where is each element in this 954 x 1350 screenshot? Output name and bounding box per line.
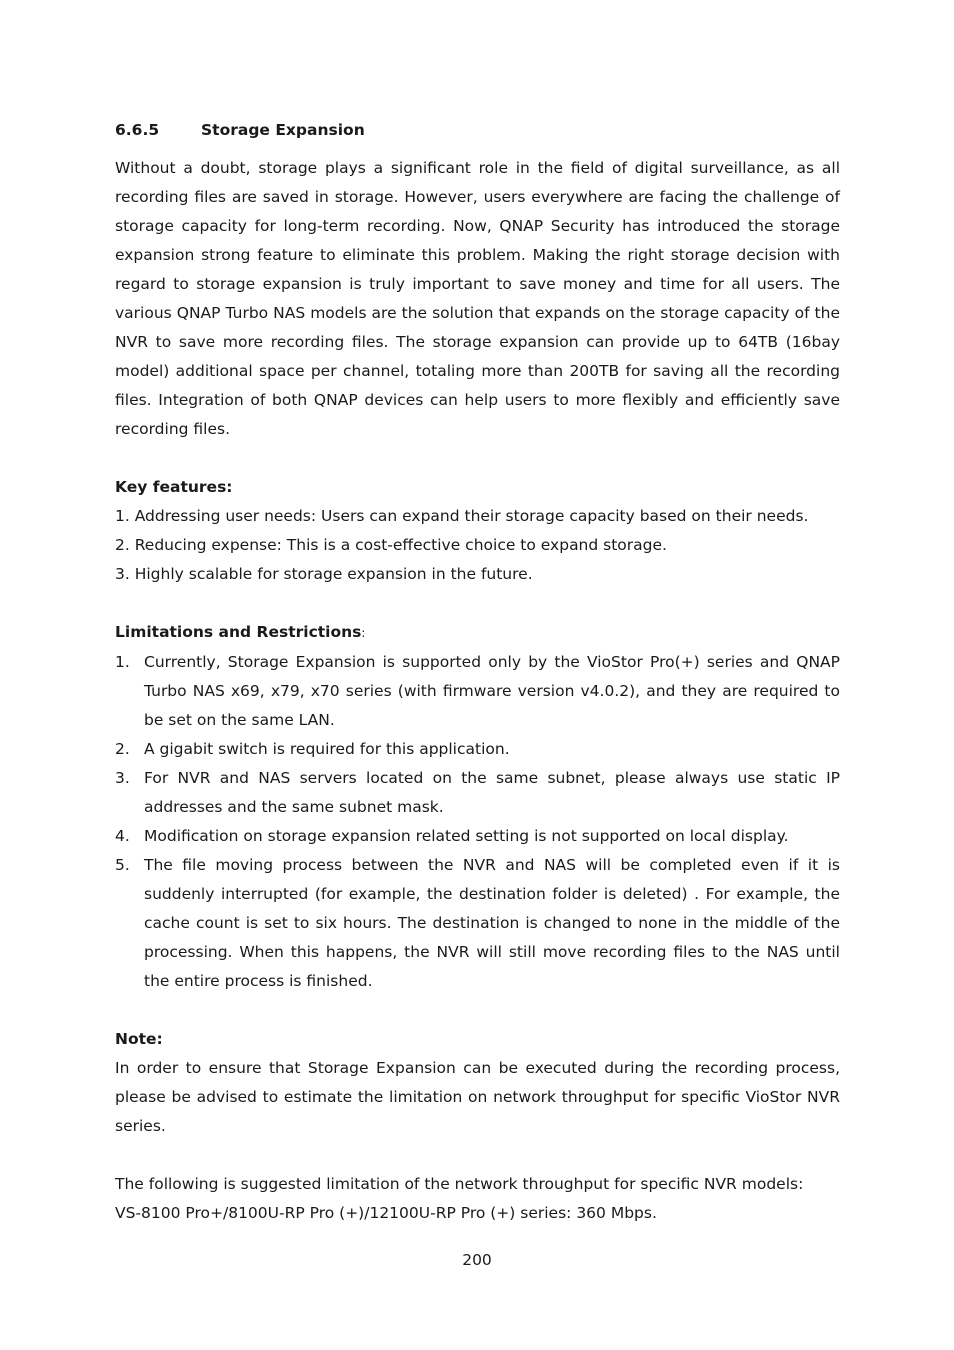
key-feature-item: 1. Addressing user needs: Users can expand their storage capacity based on their needs. [115,507,809,525]
section-heading [115,118,840,142]
section-number: 6.6.5 [115,121,160,139]
limitation-item: 2. A gigabit switch is required for this application. [115,740,510,758]
note-title: Note: [115,1030,163,1048]
limitation-item: 4. Modification on storage expansion related setting is not supported on local display. [115,827,789,845]
section-title: Storage Expansion [201,121,365,139]
intro-paragraph: Without a doubt, storage plays a significant role in the field of digital surveillance, as all recording files are saved in storage. However, users everywhere are facing the challenge of storage capacity for long-term recording. Now, QNAP Security has introduced the storage expansion strong feature to eliminate this problem. Making the right storage decision with regard to storage expansion is truly important to save money and time for all users. The various QNAP Turbo NAS models are the solution that expands on the storage capacity of the NVR to save more recording files. The storage expansion can provide up to 64TB (16bay model) additional space per channel, totaling more than 200TB for saving all the recording files. Integration of both QNAP devices can help users to more flexibly and efficiently save recording files. [115,159,840,438]
document-page [115,118,840,1228]
key-feature-item: 2. Reducing expense: This is a cost-effective choice to expand storage. [115,536,667,554]
limitations-list [115,648,840,996]
limitations-title: Limitations and Restrictions: [115,623,366,641]
limitation-item: 3. For NVR and NAS servers located on the same subnet, please always use static IP addresses and the same subnet mask. [115,769,840,816]
limitation-item: 5. The file moving process between the NVR and NAS will be completed even if it is suddenly interrupted (for example, the destination folder is deleted) . For example, the cache count is set to six hours. The destination is changed to none in the middle of the processing. When this happens, the NVR will still move recording files to the NAS until the entire process is finished. [115,856,840,990]
page-number: 200 [462,1251,492,1269]
limitation-item: 1. Currently, Storage Expansion is supported only by the VioStor Pro(+) series and QNAP Turbo NAS x69, x79, x70 series (with firmware version v4.0.2), and they are required to be set on the same LAN. [115,653,840,729]
suggestion-line: VS-8100 Pro+/8100U-RP Pro (+)/12100U-RP Pro (+) series: 360 Mbps. [115,1204,657,1222]
key-feature-item: 3. Highly scalable for storage expansion in the future. [115,565,533,583]
suggestion-line: The following is suggested limitation of the network throughput for specific NVR models: [115,1175,804,1193]
note-paragraph: In order to ensure that Storage Expansion can be executed during the recording process, please be advised to estimate the limitation on network throughput for specific VioStor NVR series. [115,1059,840,1135]
key-features-title: Key features: [115,478,233,496]
